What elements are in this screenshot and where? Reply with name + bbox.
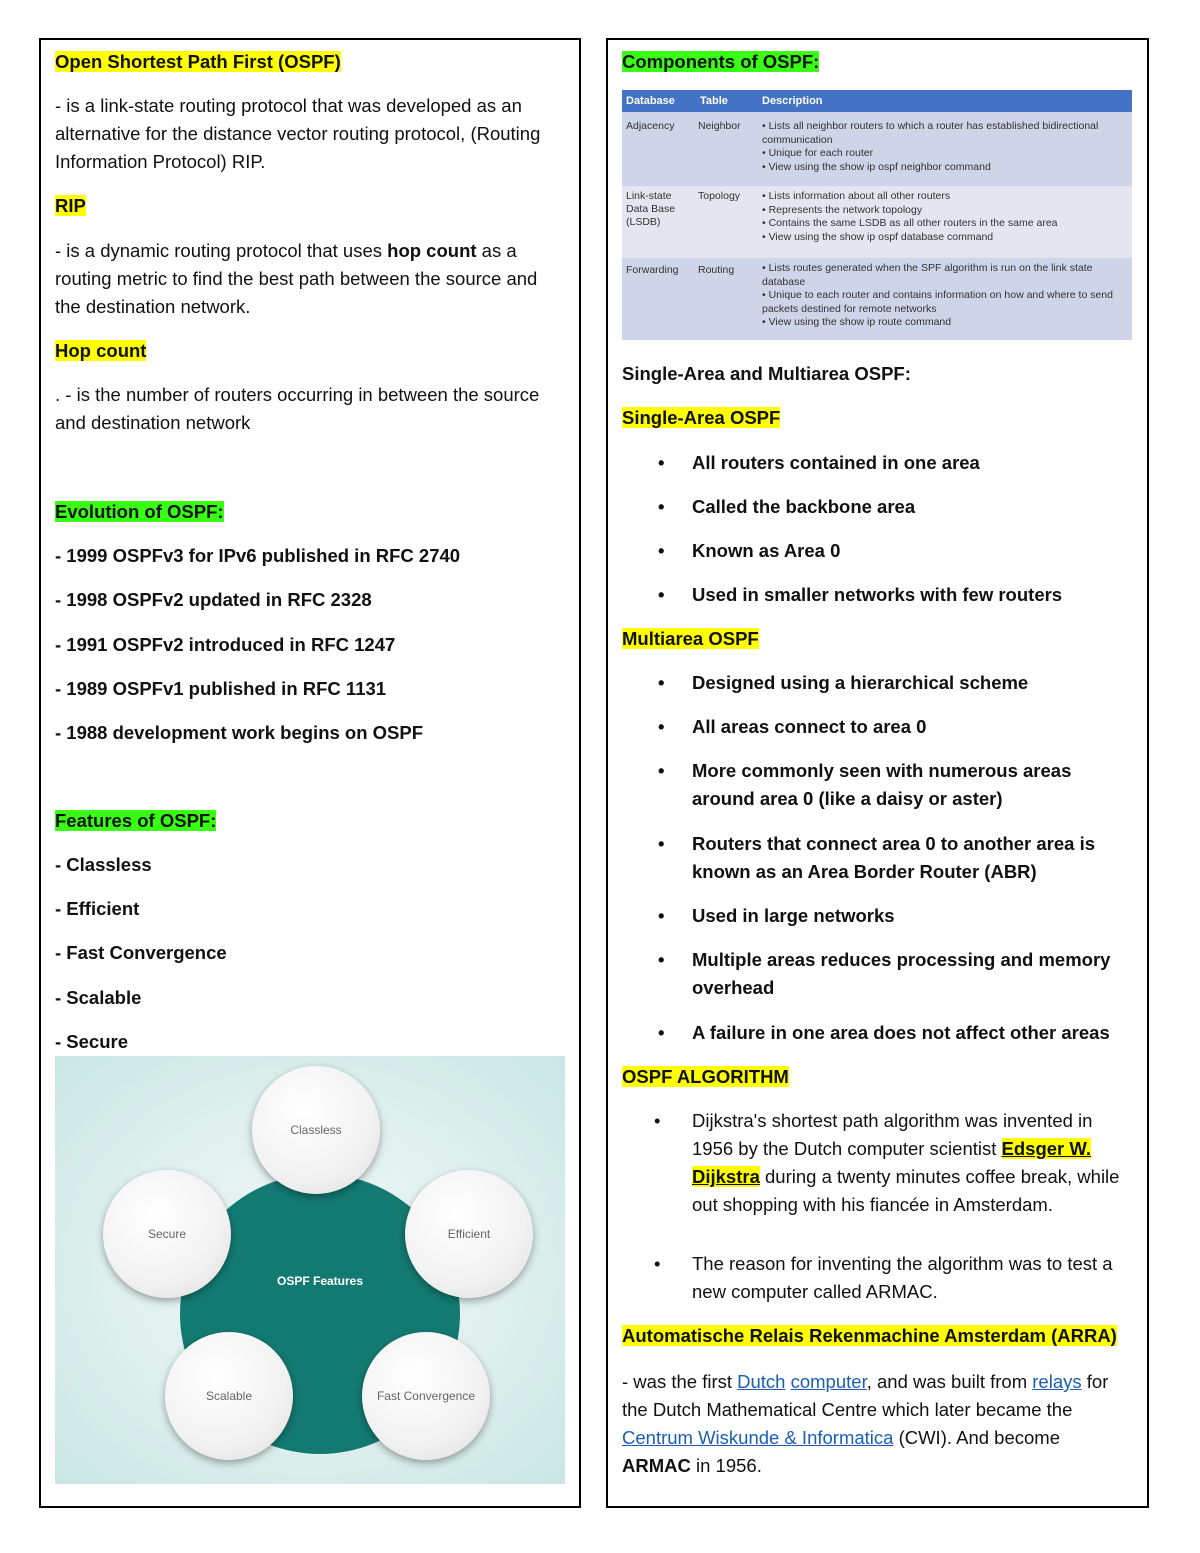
arra-paragraph: - was the first Dutch computer, and was built from relays for the Dutch Mathematical Centre which later became the Centrum Wiskunde & Informatica (CWI). And become ARMAC in 1956. (622, 1371, 1109, 1476)
feature-item: - Secure (55, 1031, 129, 1052)
evolution-item: - 1999 OSPFv3 for IPv6 published in RFC 2740 (55, 545, 461, 566)
table-header: Description (758, 90, 1132, 112)
computer-link[interactable]: computer (790, 1371, 867, 1392)
feature-item: - Scalable (55, 987, 142, 1008)
evolution-item: - 1991 OSPFv2 introduced in RFC 1247 (55, 634, 396, 655)
list-item: • Used in large networks (658, 905, 895, 926)
list-item: • Used in smaller networks with few routers (658, 584, 1063, 605)
relays-link[interactable]: relays (1032, 1371, 1082, 1392)
list-item: • Multiple areas reduces processing and memory overhead (658, 949, 1111, 998)
evolution-item: - 1998 OSPFv2 updated in RFC 2328 (55, 589, 372, 610)
multiarea-list (622, 669, 1127, 1047)
rip-description: - is a dynamic routing protocol that uses hop count as a routing metric to find the best path between the source and the destination network. (55, 240, 538, 317)
algorithm-heading: OSPF ALGORITHM (622, 1066, 789, 1087)
bullet: • (654, 1110, 661, 1131)
list-item: • Routers that connect area 0 to another area is known as an Area Border Router (ABR) (658, 833, 1096, 882)
ospf-features-diagram (55, 1056, 565, 1484)
evolution-heading: Evolution of OSPF: (55, 501, 224, 522)
evolution-item: - 1988 development work begins on OSPF (55, 722, 424, 743)
single-multi-title: Single-Area and Multiarea OSPF: (622, 363, 911, 384)
feature-item: - Efficient (55, 898, 140, 919)
single-area-heading: Single-Area OSPF (622, 407, 781, 428)
table-header: Table (696, 90, 758, 112)
dijkstra-name: Edsger W. Dijkstra (692, 1138, 1091, 1187)
features-heading: Features of OSPF: (55, 810, 217, 831)
list-item: • Designed using a hierarchical scheme (658, 672, 1029, 693)
bullet: • (654, 1253, 661, 1274)
hop-count-description: . - is the number of routers occurring in between the source and destination network (55, 384, 540, 433)
rip-heading: RIP (55, 195, 86, 216)
table-row: Adjacency Neighbor • Lists all neighbor routers to which a router has established bidirectional communication • Unique for each router • View using the show ip ospf neighbor command (622, 116, 1132, 184)
table-row: Link-state Data Base (LSDB) Topology • Lists information about all other routers • Represents the network topology • Contains the same LSDB as all other routers in the same area • View using the show ip ospf database command (622, 186, 1132, 258)
center-label: OSPF Features (276, 1274, 364, 1288)
dutch-link[interactable]: Dutch (737, 1371, 786, 1392)
components-heading: Components of OSPF: (622, 51, 820, 72)
ospf-heading: Open Shortest Path First (OSPF) (55, 51, 341, 72)
node-secure: Secure (103, 1170, 231, 1298)
node-classless: Classless (252, 1066, 380, 1194)
ospf-description: - is a link-state routing protocol that was developed as an alternative for the distance vector routing protocol, (Routing Information Protocol) RIP. (55, 95, 541, 172)
right-column (606, 38, 1149, 1508)
left-column (39, 38, 581, 1508)
evolution-item: - 1989 OSPFv1 published in RFC 1131 (55, 678, 387, 699)
arra-heading: Automatische Relais Rekenmachine Amsterdam (ARRA) (622, 1325, 1117, 1346)
hop-count-heading: Hop count (55, 340, 147, 361)
list-item: • All areas connect to area 0 (658, 716, 927, 737)
cwi-link[interactable]: Centrum Wiskunde & Informatica (622, 1427, 894, 1448)
list-item: • Known as Area 0 (658, 540, 841, 561)
list-item: • Called the backbone area (658, 496, 916, 517)
feature-item: - Classless (55, 854, 152, 875)
list-item: • More commonly seen with numerous areas around area 0 (like a daisy or aster) (658, 760, 1072, 809)
feature-item: - Fast Convergence (55, 942, 227, 963)
node-scalable: Scalable (165, 1332, 293, 1460)
table-header: Database (622, 90, 696, 112)
node-efficient: Efficient (405, 1170, 533, 1298)
multiarea-heading: Multiarea OSPF (622, 628, 759, 649)
list-item: • A failure in one area does not affect other areas (658, 1022, 1110, 1043)
single-area-list (622, 449, 1127, 609)
ospf-components-table (622, 90, 1132, 340)
node-fast-convergence: Fast Convergence (362, 1332, 490, 1460)
algorithm-paragraph: • The reason for inventing the algorithm was to test a new computer called ARMAC. (692, 1250, 1131, 1306)
algorithm-paragraph: • Dijkstra's shortest path algorithm was invented in 1956 by the Dutch computer scientist Edsger W. Dijkstra during a twenty minutes coffee break, while out shopping with his fiancée in Amsterdam. (692, 1107, 1131, 1219)
list-item: • All routers contained in one area (658, 452, 980, 473)
table-row: Forwarding Routing • Lists routes generated when the SPF algorithm is run on the link state database • Unique to each router and contains information on how and where to send packets destined for remote networks • View using the show ip route command (622, 260, 1132, 340)
